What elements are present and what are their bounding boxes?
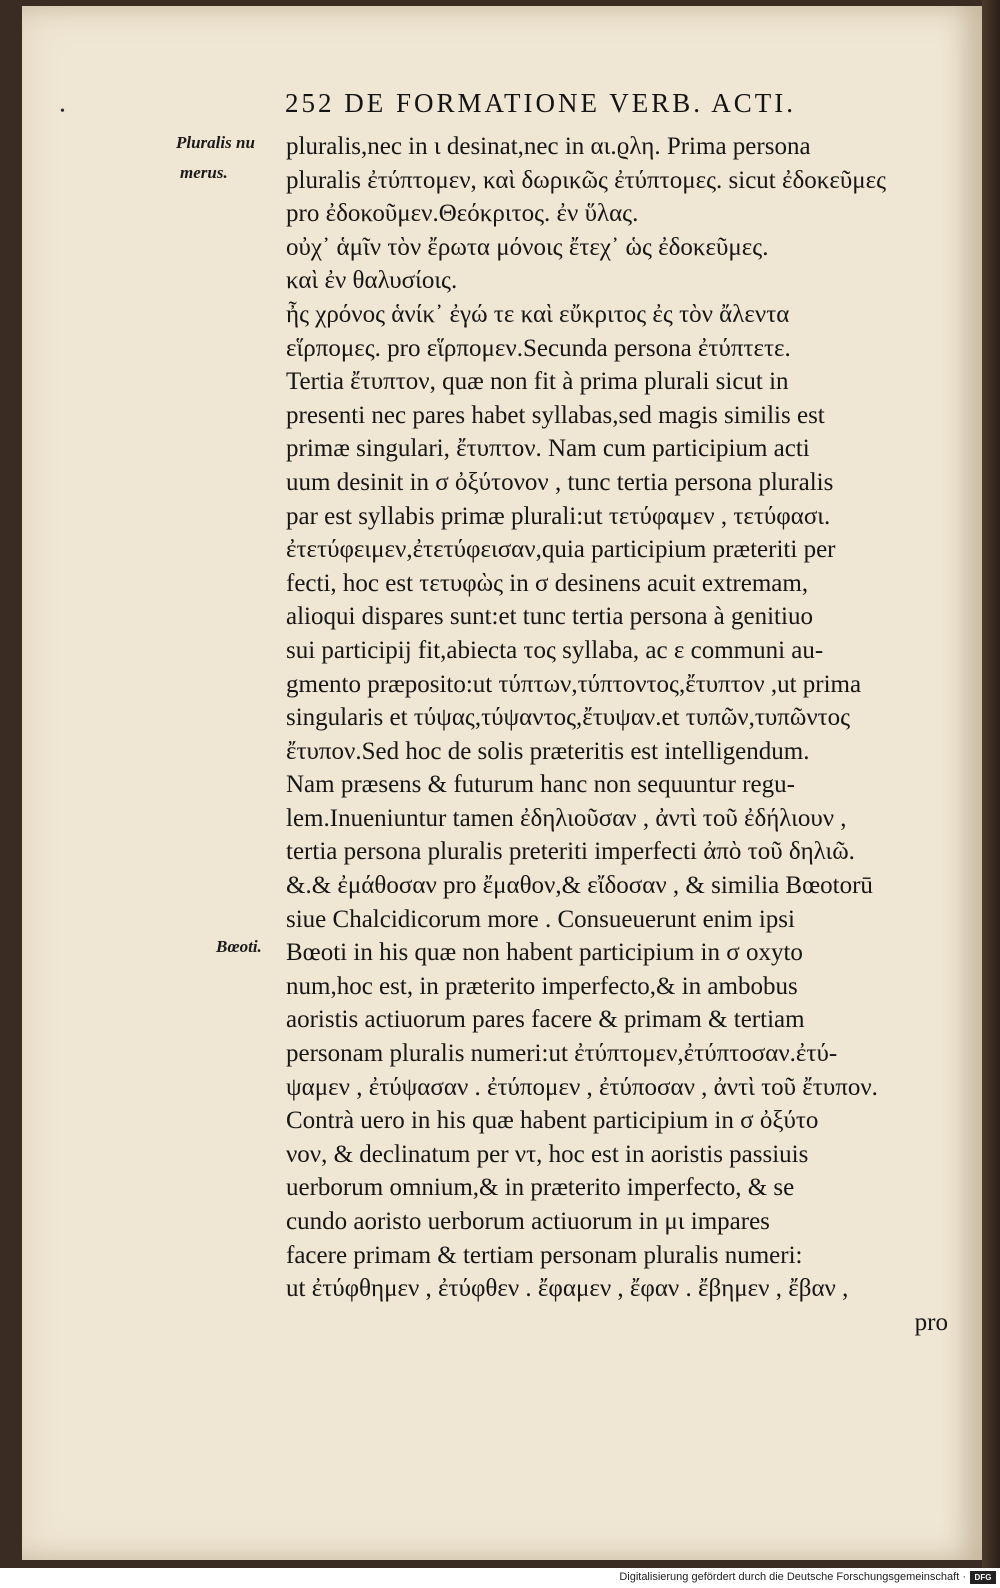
footer-bar xyxy=(0,1568,1000,1588)
text-line: singularis et τύψας,τύψαντος,ἔτυψαν.et τυπῶν,τυπῶντος xyxy=(286,704,851,732)
text-line: tertia persona pluralis preteriti imperfecti ἀπὸ τοῦ δηλιῶ. xyxy=(286,838,855,866)
text-line: ἐτετύφειμεν,ἐτετύφεισαν,quia participium præteriti per xyxy=(286,536,836,564)
text-line: num,hoc est, in præterito imperfecto,& in ambobus xyxy=(286,972,798,1000)
text-line: sui participij fit,abiecta τος syllaba, ac ε communi au- xyxy=(286,636,824,664)
text-line: pluralis,nec in ι desinat,nec in αι.ϱλη. Prima persona xyxy=(286,133,811,160)
text-line: ἔτυπον.Sed hoc de solis præteritis est intelligendum. xyxy=(286,737,810,765)
text-line: personam pluralis numeri:ut ἐτύπτομεν,ἐτύπτοσαν.ἐτύ- xyxy=(286,1040,838,1068)
text-line: facere primam & tertiam personam pluralis numeri: xyxy=(286,1241,803,1269)
text-line: gmento præposito:ut τύπτων,τύπτοντος,ἔτυπτον ,ut prima xyxy=(286,670,862,698)
text-line: ἦς χρόνος ἁνίκ᾽ ἐγώ τε καὶ εὔκριτος ἐς τὸν ἄλεντα xyxy=(286,300,790,328)
text-line: cundo aoristo uerborum actiuorum in μι impares xyxy=(286,1208,770,1235)
text-line: alioqui dispares sunt:et tunc tertia persona à genitiuo xyxy=(286,603,813,631)
catchword: pro xyxy=(914,1308,948,1336)
dfg-logo: DFG xyxy=(970,1571,996,1584)
text-line: Tertia ἔτυπτον, quæ non fit à prima plurali sicut in xyxy=(286,368,789,396)
text-line: Contrà uero in his quæ habent participium in σ ὀξύτο xyxy=(286,1107,819,1135)
text-line: presenti nec pares habet syllabas,sed magis similis est xyxy=(286,401,825,429)
text-line: pluralis ἐτύπτομεν, καὶ δωρικῶς ἐτύπτομες. sicut ἐδοκεῦμες xyxy=(286,166,887,194)
text-line: νον, & declinatum per ντ, hoc est in aoristis passiuis xyxy=(286,1140,809,1168)
text-line: fecti, hoc est τετυφὼς in σ desinens acuit extremam, xyxy=(286,569,809,597)
text-line: εἵρπομες. pro εἵρπομεν.Secunda persona ἐτύπτετε. xyxy=(286,334,791,362)
text-line: καὶ ἐν θαλυσίοις. xyxy=(286,267,458,295)
text-line: ψαμεν , ἐτύψασαν . ἐτύπομεν , ἐτύποσαν , ἀντὶ τοῦ ἔτυπον. xyxy=(286,1073,878,1101)
book-edge xyxy=(982,0,1000,1568)
text-line: uum desinit in σ ὀξύτονον , tunc tertia persona pluralis xyxy=(286,468,834,496)
text-line: primæ singulari, ἔτυπτον. Nam cum participium acti xyxy=(286,435,810,463)
text-line: οὐχ᾽ ἁμῖν τὸν ἔρωτα μόνοις ἔτεχ᾽ ὡς ἐδοκεῦμες. xyxy=(286,233,769,261)
text-line: Nam præsens & futurum hanc non sequuntur regu- xyxy=(286,771,795,799)
margin-note-numerus: merus. xyxy=(180,163,228,182)
text-line: ut ἐτύφθημεν , ἐτύφθεν . ἔφαμεν , ἔφαν . ἔβημεν , ἔβαν , xyxy=(286,1275,849,1303)
text-line: Bœoti in his quæ non habent participium in σ oxyto xyxy=(286,939,803,967)
text-line: aoristis actiuorum pares facere & primam & tertiam xyxy=(286,1006,805,1034)
body-text xyxy=(286,130,948,1339)
text-line: uerborum omnium,& in præterito imperfecto, & se xyxy=(286,1174,795,1202)
text-line: &.& ἐμάθοσαν pro ἔμαθον,& εἴδοσαν , & similia Bœotorū xyxy=(286,872,873,900)
text-line: siue Chalcidicorum more . Consueuerunt enim ipsi xyxy=(286,905,795,933)
text-line: pro ἐδοκοῦμεν.Θεόκριτος. ἐν ὕλας. xyxy=(286,200,639,228)
margin-note-pluralis: Pluralis nu xyxy=(176,133,255,152)
text-line: lem.Inueniuntur tamen ἐδηλιοῦσαν , ἀντὶ τοῦ ἐδήλιουν , xyxy=(286,804,847,832)
margin-note-boeoti: Bœoti. xyxy=(216,937,262,956)
running-head: 252 DE FORMATIONE VERB. ACTI. xyxy=(285,88,797,118)
text-line: par est syllabis primæ plurali:ut τετύφαμεν , τετύφασι. xyxy=(286,502,831,530)
page-mark: • xyxy=(60,104,65,119)
footer-credit: Digitalisierung gefördert durch die Deutsche Forschungsgemeinschaft · xyxy=(619,1571,966,1583)
